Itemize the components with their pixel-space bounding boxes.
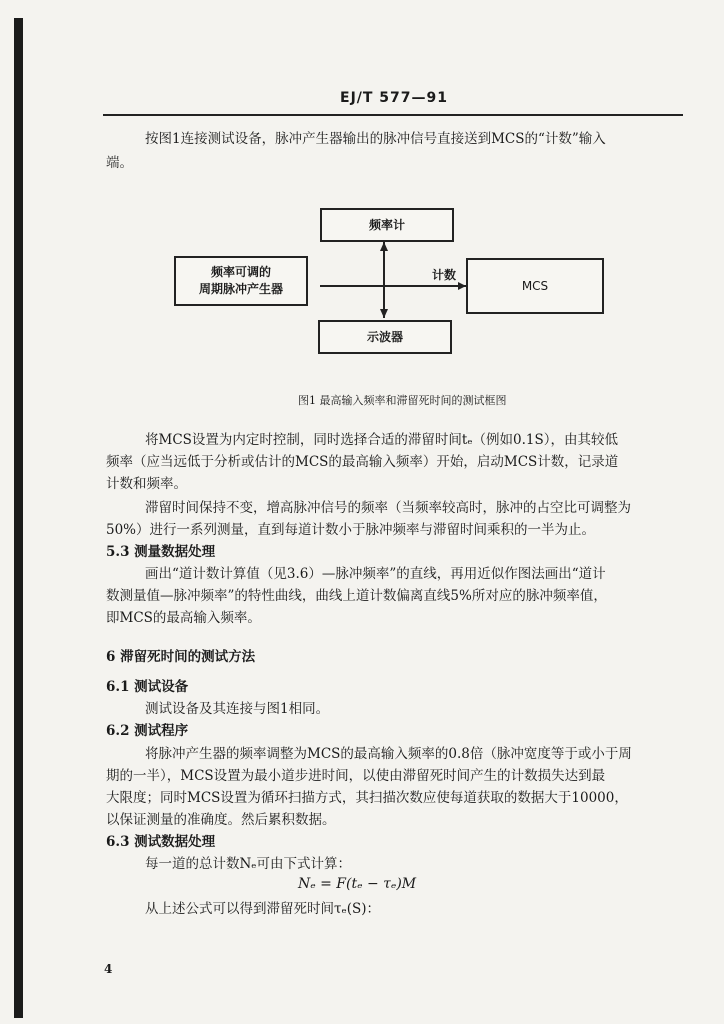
oscilloscope-label: 示波器 bbox=[366, 329, 403, 344]
count-label: 计数 bbox=[432, 268, 457, 282]
para3-line-3: 即MCS的最高输入频率。 bbox=[106, 610, 261, 626]
section-6-title: 6 滞留死时间的测试方法 bbox=[106, 649, 256, 665]
section-6-3-title: 6.3 测试数据处理 bbox=[106, 834, 216, 850]
section-6-1-title: 6.1 测试设备 bbox=[106, 679, 189, 695]
oscilloscope-box bbox=[318, 320, 452, 354]
dead-time-formula: Nₑ = F(tₑ − τₑ)M bbox=[298, 876, 417, 892]
section-6-2-title: 6.2 测试程序 bbox=[106, 723, 189, 739]
freq-counter-box bbox=[320, 208, 454, 242]
section-6-2-line-1: 将脉冲产生器的频率调整为MCS的最高输入频率的0.8倍（脉冲宽度等于或小于周 bbox=[145, 746, 632, 762]
intro-line-1: 按图1连接测试设备，脉冲产生器输出的脉冲信号直接送到MCS的“计数”输入 bbox=[145, 131, 606, 147]
section-6-3-line-2: 从上述公式可以得到滞留死时间τₑ(S)： bbox=[145, 901, 380, 917]
para2-line-2: 50%）进行一系列测量，直到每道计数小于脉冲频率与滞留时间乘积的一半为止。 bbox=[106, 522, 596, 538]
para2-line-1: 滞留时间保持不变，增高脉冲信号的频率（当频率较高时，脉冲的占空比可调整为 bbox=[145, 500, 631, 516]
section-6-3-line-1: 每一道的总计数Nₑ可由下式计算： bbox=[145, 856, 352, 872]
para3-line-2: 数测量值—脉冲频率”的特性曲线，曲线上道计数偏离直线5%所对应的脉冲频率值， bbox=[106, 588, 607, 604]
mcs-box bbox=[466, 258, 604, 314]
para1-line-1: 将MCS设置为内定时控制，同时选择合适的滞留时间tₑ（例如0.1S），由其较低 bbox=[145, 432, 619, 448]
generator-label-line-1: 频率可调的 bbox=[210, 265, 271, 279]
arrow-to-oscilloscope bbox=[380, 309, 388, 318]
mcs-label: MCS bbox=[521, 278, 549, 293]
figure-caption: 图1 最高输入频率和滞留死时间的测试框图 bbox=[298, 394, 507, 407]
para1-line-2: 频率（应当远低于分析或估计的MCS的最高输入频率）开始，启动MCS计数，记录道 bbox=[106, 454, 619, 470]
standard-code: EJ/T 577—91 bbox=[340, 90, 449, 106]
generator-label-line-2: 周期脉冲产生器 bbox=[198, 282, 283, 296]
intro-line-2: 端。 bbox=[106, 155, 133, 171]
section-6-2-line-3: 大限度；同时MCS设置为循环扫描方式，其扫描次数应使每道获取的数据大于10000， bbox=[106, 790, 628, 806]
para1-line-3: 计数和频率。 bbox=[106, 476, 187, 492]
section-6-2-line-2: 期的一半），MCS设置为最小道步进时间，以使由滞留死时间产生的计数损失达到最 bbox=[106, 768, 606, 784]
para3-line-1: 画出“道计数计算值（见3.6）—脉冲频率”的直线，再用近似作图法画出“道计 bbox=[145, 566, 606, 582]
section-6-1-text: 测试设备及其连接与图1相同。 bbox=[145, 701, 330, 717]
pulse-generator-box bbox=[174, 256, 308, 306]
page-number: 4 bbox=[104, 962, 113, 976]
freq-counter-label: 频率计 bbox=[368, 217, 405, 232]
arrow-to-mcs bbox=[458, 282, 466, 290]
section-5-3-title: 5.3 测量数据处理 bbox=[106, 544, 216, 560]
section-6-2-line-4: 以保证测量的准确度。然后累积数据。 bbox=[106, 812, 336, 828]
arrow-to-freq-counter bbox=[380, 242, 388, 251]
